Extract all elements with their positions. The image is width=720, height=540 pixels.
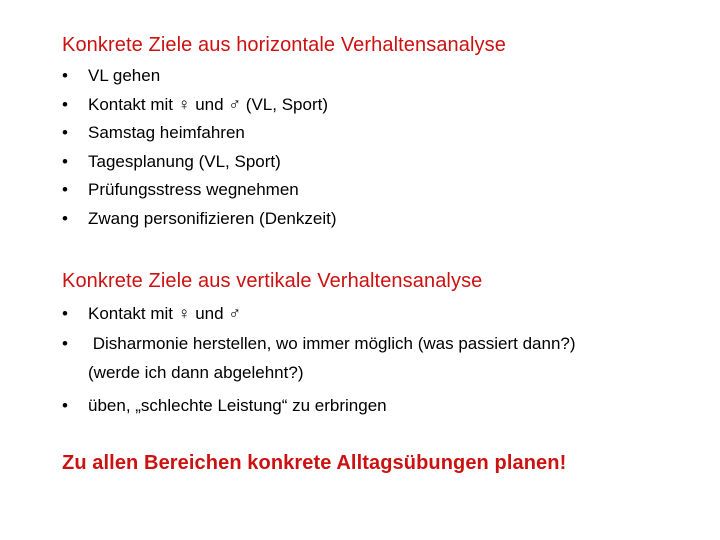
- list-item-text: üben, „schlechte Leistung“ zu erbringen: [88, 396, 387, 415]
- section1-title: Konkrete Ziele aus horizontale Verhaltensanalyse: [62, 34, 506, 56]
- bullet-icon: •: [62, 334, 68, 353]
- bullet-icon: •: [62, 66, 68, 85]
- section2-title: Konkrete Ziele aus vertikale Verhaltensanalyse: [62, 270, 483, 292]
- bullet-icon: •: [62, 304, 68, 323]
- list-item-text: Zwang personifizieren (Denkzeit): [88, 208, 337, 228]
- list-item-text: Prüfungsstress wegnehmen: [88, 180, 299, 199]
- bullet-icon: •: [62, 123, 68, 142]
- section1-list: [62, 62, 337, 233]
- list-item: [62, 392, 576, 421]
- list-item: [62, 148, 337, 177]
- bullet-icon: •: [62, 180, 68, 199]
- list-item-continuation: (werde ich dann abgelehnt?): [88, 362, 304, 382]
- list-item: [62, 205, 337, 234]
- list-item-text: Kontakt mit ♀ und ♂: [88, 304, 242, 323]
- section2-list: [62, 300, 576, 421]
- list-item: [62, 330, 576, 387]
- bullet-icon: •: [62, 151, 68, 171]
- list-item: [62, 62, 337, 91]
- list-item: [62, 119, 337, 148]
- list-item: [62, 300, 576, 328]
- list-item-text: VL gehen: [88, 66, 161, 85]
- list-item: [62, 91, 337, 120]
- bullet-icon: •: [62, 396, 68, 415]
- conclusion: Zu allen Bereichen konkrete Alltagsübungen planen!: [62, 452, 567, 474]
- list-item: [62, 176, 337, 205]
- list-item-text: Disharmonie herstellen, wo immer möglich (was passiert dann?): [88, 334, 576, 353]
- list-item-text: Tagesplanung (VL, Sport): [88, 151, 281, 171]
- bullet-icon: •: [62, 94, 68, 114]
- bullet-icon: •: [62, 208, 68, 228]
- list-item-text: Samstag heimfahren: [88, 123, 245, 142]
- list-item-text: Kontakt mit ♀ und ♂ (VL, Sport): [88, 94, 328, 114]
